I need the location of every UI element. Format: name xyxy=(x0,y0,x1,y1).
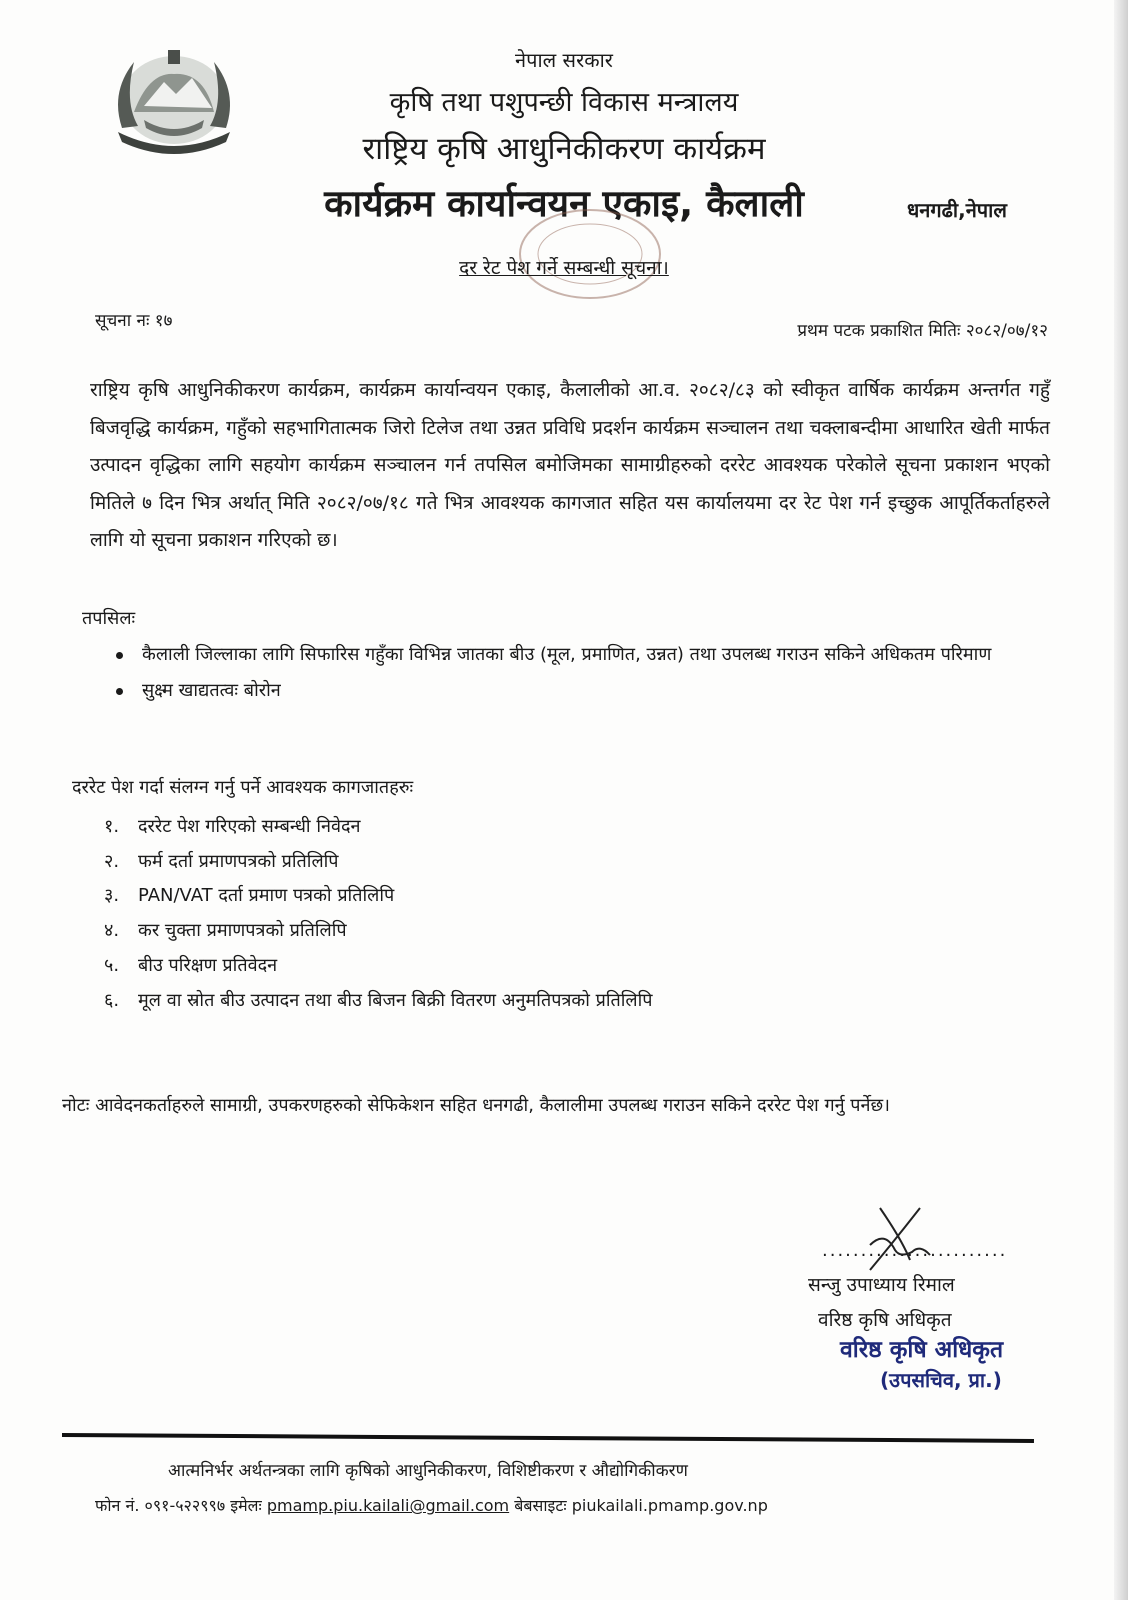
official-seal-rank: (उपसचिव, प्रा.) xyxy=(880,1368,1002,1392)
signer-name: सन्जु उपाध्याय रिमाल xyxy=(808,1274,955,1296)
email-label: इमेलः xyxy=(230,1496,262,1515)
notice-subject-text: दर रेट पेश गर्ने सम्बन्धी सूचना। xyxy=(459,257,669,279)
document-number: १. xyxy=(104,816,120,837)
phone-number: फोन नं. ०९१-५२२९९७ xyxy=(95,1496,226,1515)
document-text: कर चुक्ता प्रमाणपत्रको प्रतिलिपि xyxy=(138,920,347,942)
document-item xyxy=(104,810,653,845)
footer-divider xyxy=(62,1433,1034,1443)
documents-list xyxy=(104,810,653,1018)
document-item xyxy=(104,984,653,1019)
bullet-icon xyxy=(116,688,123,695)
notice-subject xyxy=(0,254,1128,280)
website-label: बेबसाइटः xyxy=(514,1496,567,1515)
footer-contact xyxy=(95,1494,768,1516)
bullet-icon xyxy=(116,652,123,659)
details-item-text: सुक्ष्म खाद्यतत्वः बोरोन xyxy=(142,680,281,701)
website-link[interactable]: piukailali.pmamp.gov.np xyxy=(571,1496,768,1515)
page-edge-shadow xyxy=(1114,0,1128,1600)
document-item xyxy=(104,879,653,914)
document-number: ४. xyxy=(104,920,120,942)
document-text: बीउ परिक्षण प्रतिवेदन xyxy=(138,954,278,976)
details-item xyxy=(110,676,1010,706)
details-item-text: कैलाली जिल्लाका लागि सिफारिस गहुँका विभिन्न जातका बीउ (मूल, प्रमाणित, उन्नत) तथा उपलब्ध गराउन सकिने अधिकतम परिमाण xyxy=(142,644,992,665)
government-name: नेपाल सरकार xyxy=(515,48,613,72)
details-list xyxy=(110,640,1010,712)
document-number: ५. xyxy=(104,954,120,976)
notice-number: सूचना नः १७ xyxy=(95,311,173,331)
document-number: ३. xyxy=(104,885,120,907)
signature-line: ........................ xyxy=(822,1240,1008,1261)
document-item xyxy=(104,845,653,880)
office-location: धनगढी,नेपाल xyxy=(907,198,1007,222)
program-name: राष्ट्रिय कृषि आधुनिकीकरण कार्यक्रम xyxy=(362,131,766,167)
unit-name: कार्यक्रम कार्यान्वयन एकाइ, कैलाली xyxy=(324,182,804,225)
notice-body: राष्ट्रिय कृषि आधुनिकीकरण कार्यक्रम, कार्यक्रम कार्यान्वयन एकाइ, कैलालीको आ.व. २०८२/८३ को स्वीकृत वार्षिक कार्यक्रम अन्तर्गत गहुँ बिजवृद्धि कार्यक्रम, गहुँको सहभागितात्मक जिरो टिलेज तथा उन्नत प्रविधि प्रदर्शन कार्यक्रम सञ्चालन तथा चक्लाबन्दीमा आधारित खेती मार्फत उत्पादन वृद्धिका लागि सहयोग कार्यक्रम सञ्चालन गर्न तपसिल बमोजिमका सामाग्रीहरुको दररेट आवश्यक परेकोले सूचना प्रकाशन भएको मितिले ७ दिन भित्र अर्थात् मिति २०८२/०७/१८ गते भित्र आवश्यक कागजात सहित यस कार्यालयमा दर रेट पेश गर्न इच्छुक आपूर्तिकर्ताहरुले लागि यो सूचना प्रकाशन गरिएको छ। xyxy=(90,379,1050,551)
document-text: दररेट पेश गरिएको सम्बन्धी निवेदन xyxy=(138,816,361,837)
note-text: नोटः आवेदनकर्ताहरुले सामाग्री, उपकरणहरुको सेफिकेशन सहित धनगढी, कैलालीमा उपलब्ध गराउन सकिने दररेट पेश गर्नु पर्नेछ। xyxy=(62,1095,890,1116)
official-seal-title: वरिष्ठ कृषि अधिकृत xyxy=(840,1337,1004,1363)
details-item xyxy=(110,640,1010,670)
documents-label: दररेट पेश गर्दा संलग्न गर्नु पर्ने आवश्यक कागजातहरुः xyxy=(72,777,414,798)
signer-designation: वरिष्ठ कृषि अधिकृत xyxy=(818,1309,952,1331)
document-text: फर्म दर्ता प्रमाणपत्रको प्रतिलिपि xyxy=(138,850,339,872)
published-date: प्रथम पटक प्रकाशित मितिः २०८२/०७/१२ xyxy=(797,321,1048,341)
document-text: PAN/VAT दर्ता प्रमाण पत्रको प्रतिलिपि xyxy=(138,885,395,907)
email-link[interactable]: pmamp.piu.kailali@gmail.com xyxy=(266,1496,510,1515)
document-item xyxy=(104,949,653,984)
handwritten-signature-icon xyxy=(840,1200,960,1275)
details-label: तपसिलः xyxy=(82,608,136,629)
document-text: मूल वा स्रोत बीउ उत्पादन तथा बीउ बिजन बिक्री वितरण अनुमतिपत्रको प्रतिलिपि xyxy=(138,989,653,1011)
document-number: २. xyxy=(104,850,120,872)
footer-slogan: आत्मनिर्भर अर्थतन्त्रका लागि कृषिको आधुनिकीकरण, विशिष्टीकरण र औद्योगिकीकरण xyxy=(168,1461,688,1481)
document-number: ६. xyxy=(104,989,120,1011)
document-item xyxy=(104,914,653,949)
ministry-name: कृषि तथा पशुपन्छी विकास मन्त्रालय xyxy=(389,87,739,118)
